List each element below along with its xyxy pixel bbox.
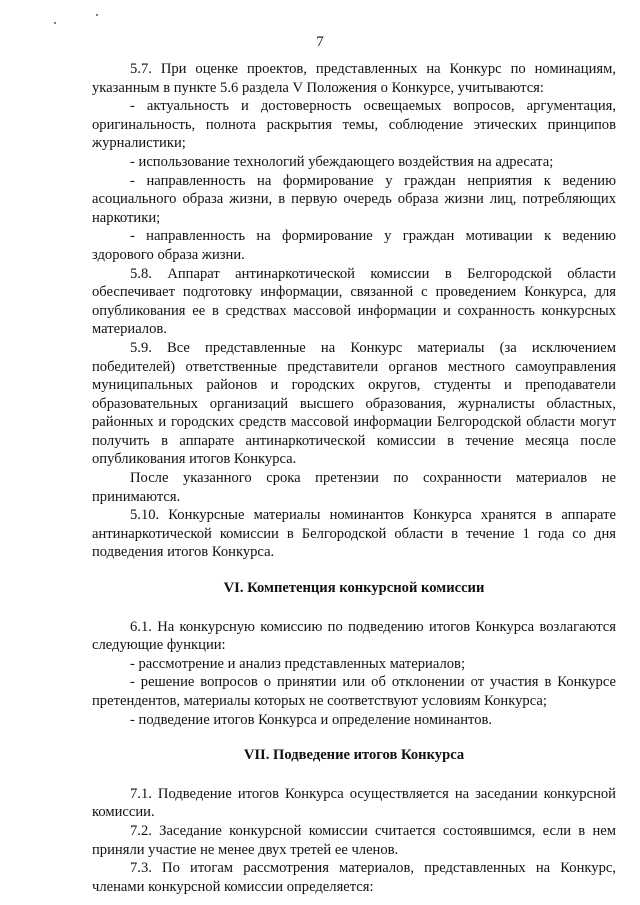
- paragraph-5-10: 5.10. Конкурсные материалы номинантов Конкурса хранятся в аппарате антинаркотической комиссии в Белгородской области в течение 1 года со дня подведения итогов Конкурса.: [92, 507, 616, 561]
- scan-speck: [96, 14, 98, 16]
- list-item: - решение вопросов о принятии или об отклонении от участия в Конкурсе претендентов, материалы которых не соответствуют условиям Конкурса;: [92, 674, 616, 709]
- list-item: - использование технологий убеждающего воздействия на адресата;: [130, 153, 554, 170]
- list-item: - направленность на формирование у граждан мотивации к ведению здорового образа жизни.: [92, 228, 616, 263]
- list-item: - актуальность и достоверность освещаемых вопросов, аргументация, оригинальность, полнота раскрытия темы, соблюдение этических принципов журналистики;: [92, 98, 616, 152]
- list-item: - направленность на формирование у граждан неприятия к ведению асоциального образа жизни, в первую очередь образа жизни лиц, потребляющих наркотики;: [92, 172, 616, 226]
- paragraph-5-9: 5.9. Все представленные на Конкурс материалы (за исключением победителей) ответственные представители органов местного самоуправления муниципальных районов и городских округов, студенты и преподаватели образовательных организаций высшего образования, журналисты областных, районных и городских средств массовой информации Белгородской области могут получить в аппарате антинаркотической комиссии в течение месяца после опубликования итогов Конкурса.: [92, 339, 616, 468]
- page-number: 7: [316, 34, 324, 50]
- section-heading-vii: VII. Подведение итогов Конкурса: [243, 747, 465, 764]
- list-item: - рассмотрение и анализ представленных материалов;: [130, 655, 465, 672]
- scan-speck: [54, 22, 56, 24]
- paragraph-7-3: 7.3. По итогам рассмотрения материалов, представленных на Конкурс, членами конкурсной комиссии определяется:: [92, 860, 616, 895]
- list-item: - подведение итогов Конкурса и определение номинантов.: [130, 711, 493, 728]
- paragraph-5-8: 5.8. Аппарат антинаркотической комиссии в Белгородской области обеспечивает подготовку информации, связанной с проведением Конкурса, для опубликования ее в средствах массовой информации и сохранность конкурсных материалов.: [92, 265, 616, 338]
- paragraph-7-2: 7.2. Заседание конкурсной комиссии считается состоявшимся, если в нем приняли участие не менее двух третей ее членов.: [92, 822, 616, 858]
- paragraph-6-1: 6.1. На конкурсную комиссию по подведению итогов Конкурса возлагаются следующие функции:: [92, 618, 616, 654]
- paragraph-5-7: 5.7. При оценке проектов, представленных на Конкурс по номинациям, указанным в пункте 5.6 раздела V Положения о Конкурсе, учитываются:: [92, 61, 616, 96]
- section-heading-vi: VI. Компетенция конкурсной комиссии: [223, 580, 485, 597]
- paragraph-5-9-continued: После указанного срока претензии по сохранности материалов не принимаются.: [92, 470, 616, 505]
- document-body: [92, 60, 616, 896]
- paragraph-7-1: 7.1. Подведение итогов Конкурса осуществляется на заседании конкурсной комиссии.: [92, 785, 616, 821]
